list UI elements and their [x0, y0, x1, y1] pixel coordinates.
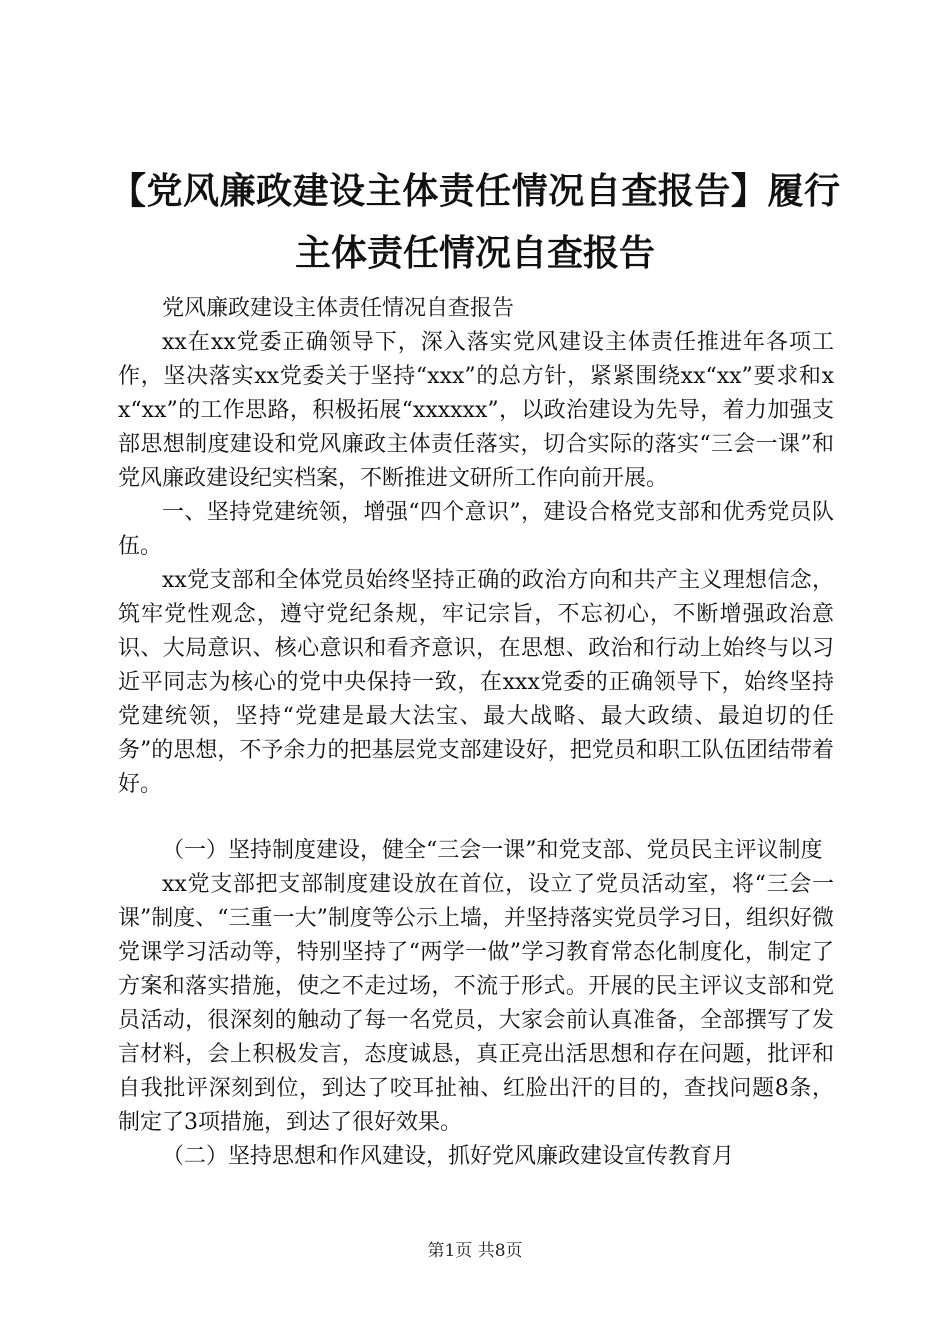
document-body [118, 292, 834, 1174]
intro-paragraph: xx在xx党委正确领导下，深入落实党风建设主体责任推进年各项工作，坚决落实xx党委关于坚持“xxx”的总方针，紧紧围绕xx“xx”要求和xx“xx”的工作思路，积极拓展“xxxxxx”，以政治建设为先导，着力加强支部思想制度建设和党风廉政主体责任落实，切合实际的落实“三会一课”和党风廉政建设纪实档案，不断推进文研所工作向前开展。 [118, 330, 834, 491]
subsection-heading-2: （二）坚持思想和作风建设，抓好党风廉政建设宣传教育月 [162, 1144, 735, 1169]
page-number-footer: 第1页 共8页 [427, 1241, 523, 1261]
subsection-heading-1: （一）坚持制度建设，健全“三会一课”和党支部、党员民主评议制度 [162, 838, 823, 863]
body-paragraph: xx党支部把支部制度建设放在首位，设立了党员活动室，将“三会一课”制度、“三重一大”制度等公示上墙，并坚持落实党员学习日，组织好微党课学习活动等，特别坚持了“两学一做”学习教育常态化制度化，制定了方案和落实措施，使之不走过场，不流于形式。开展的民主评议支部和党员活动，很深刻的触动了每一名党员，大家会前认真准备，全部撰写了发言材料，会上积极发言，态度诚恳，真正亮出活思想和存在问题，批评和自我批评深刻到位，到达了咬耳扯袖、红脸出汗的目的，查找问题8条，制定了3项措施，到达了很好效果。 [118, 872, 834, 1135]
document-title: 【党风廉政建设主体责任情况自查报告】履行主体责任情况自查报告 [110, 170, 840, 274]
body-paragraph: xx党支部和全体党员始终坚持正确的政治方向和共产主义理想信念，筑牢党性观念，遵守党纪条规，牢记宗旨，不忘初心，不断增强政治意识、大局意识、核心意识和看齐意识，在思想、政治和行动上始终与以习近平同志为核心的党中央保持一致，在xxx党委的正确领导下，始终坚持党建统领，坚持“党建是最大法宝、最大战略、最大政绩、最迫切的任务”的思想，不予余力的把基层党支部建设好，把党员和职工队伍团结带着好。 [118, 568, 834, 797]
section-heading-1: 一、坚持党建统领，增强“四个意识”，建设合格党支部和优秀党员队伍。 [118, 500, 834, 559]
subtitle-paragraph: 党风廉政建设主体责任情况自查报告 [162, 296, 515, 321]
